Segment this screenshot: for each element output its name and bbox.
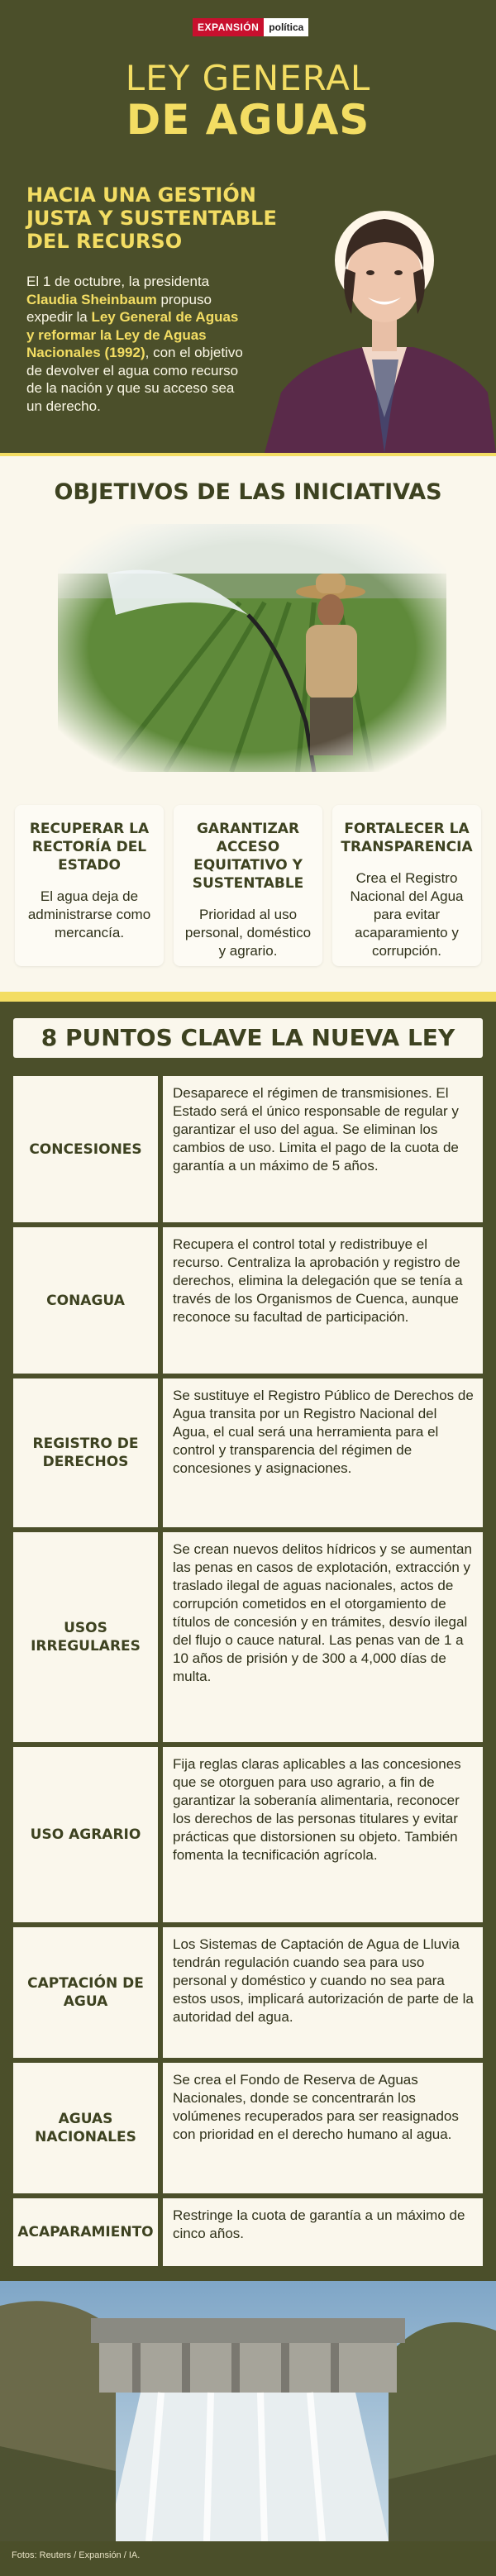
point-row-usos-irregulares <box>13 1532 483 1742</box>
point-row-aguas-nacionales <box>13 2063 483 2193</box>
puntos-title: 8 PUNTOS CLAVE LA NUEVA LEY <box>13 1018 483 1058</box>
intro-text-3: , con el objetivo de devolver el agua como recurso de la nación y que su acceso sea un derecho. <box>26 345 243 414</box>
objective-heading: GARANTIZAR ACCESO EQUITATIVO Y SUSTENTABLE <box>192 821 304 892</box>
intro-paragraph <box>26 273 243 415</box>
puntos-section <box>0 1002 496 2281</box>
objective-card-acceso <box>174 805 322 966</box>
brand-logo[interactable] <box>193 18 308 36</box>
objetivos-section <box>0 453 496 992</box>
intro-heading: HACIA UNA GESTIÓN JUSTA Y SUSTENTABLE DEL RECURSO <box>26 183 277 253</box>
point-row-conagua <box>13 1227 483 1374</box>
intro-text-2: propuso expedir la <box>26 291 212 325</box>
objective-text: El agua deja de administrarse como mercancía. <box>27 888 151 940</box>
brand-name: EXPANSIÓN <box>193 18 264 36</box>
point-label: ACAPARAMIENTO <box>13 2198 158 2266</box>
objective-card-transparencia <box>332 805 481 966</box>
intro-laws: Ley General de Aguas y reformar la Ley de Aguas Nacionales (1992) <box>26 309 239 360</box>
point-row-registro <box>13 1378 483 1527</box>
brand-section: política <box>264 18 308 36</box>
point-text: Se sustituye el Registro Público de Derechos de Agua transita por un Registro Nacional del Agua, el cual será una herramienta para el control y transparencia del régimen de concesiones y asignaciones. <box>163 1378 483 1527</box>
footer <box>0 2541 496 2576</box>
point-text: Los Sistemas de Captación de Agua de Lluvia tendrán regulación cuando sea para uso personal y doméstico y cuando no sea para estos usos, implicará autorización de parte de la autoridad del agua. <box>163 1927 483 2058</box>
objective-card-rectoria <box>15 805 164 966</box>
title-line-2: DE AGUAS <box>126 96 370 144</box>
objective-text: Prioridad al uso personal, doméstico y agrario. <box>184 907 312 959</box>
point-row-acaparamiento <box>13 2198 483 2266</box>
point-text: Restringe la cuota de garantía a un máximo de cinco años. <box>163 2198 483 2266</box>
title-line-1: LEY GENERAL <box>125 58 371 98</box>
objective-text: Crea el Registro Nacional del Agua para evitar acaparamiento y corrupción. <box>350 870 464 959</box>
intro-text-1: El 1 de octubre, la presidenta <box>26 274 210 289</box>
point-text: Se crean nuevos delitos hídricos y se aumentan las penas en casos de explotación, extracción y traslado ilegal de aguas nacionales, actos de corrupción cometidos en el otorgamiento de títulos de concesión y en trámites, desvío ilegal del flujo o cauce natural. Las penas van de 1 a 10 años de prisión y de 300 a 4,000 días de multa. <box>163 1532 483 1742</box>
point-label: AGUAS NACIONALES <box>13 2063 158 2193</box>
point-label: REGISTRO DE DERECHOS <box>13 1378 158 1527</box>
dam-image <box>0 2281 496 2541</box>
point-label: CONCESIONES <box>13 1076 158 1222</box>
photo-credit: Fotos: Reuters / Expansión / IA. <box>12 2550 141 2560</box>
objective-heading: FORTALECER LA TRANSPARENCIA <box>341 821 473 855</box>
point-text: Recupera el control total y redistribuye el recurso. Centraliza la aprobación y registro de derechos, elimina la delegación que se tenía a través de los Organismos de Cuenca, aunque reconoce su facultad de participación. <box>163 1227 483 1374</box>
point-text: Desaparece el régimen de transmisiones. El Estado será el único responsable de regular y garantizar el uso del agua. Se eliminan los cambios de uso. Limita el pago de la cuota de garantía a un máximo de 5 años. <box>163 1076 483 1222</box>
point-row-concesiones <box>13 1076 483 1222</box>
point-row-captacion <box>13 1927 483 2058</box>
point-text: Fija reglas claras aplicables a las concesiones que se otorguen para uso agrario, a fin de garantizar la soberanía alimentaria, reconocer los derechos de las personas titulares y evitar prácticas que distorsionen su objeto. También fomenta la tecnificación agrícola. <box>163 1747 483 1922</box>
point-label: CONAGUA <box>13 1227 158 1374</box>
intro-president-name: Claudia Sheinbaum <box>26 291 157 307</box>
point-label: CAPTACIÓN DE AGUA <box>13 1927 158 2058</box>
president-portrait <box>248 169 496 453</box>
objetivos-title: OBJETIVOS DE LAS INICIATIVAS <box>54 479 442 505</box>
point-label: USO AGRARIO <box>13 1747 158 1922</box>
section-divider <box>0 992 496 1002</box>
objective-heading: RECUPERAR LA RECTORÍA DEL ESTADO <box>29 821 150 874</box>
point-label: USOS IRREGULARES <box>13 1532 158 1742</box>
header <box>0 0 496 453</box>
point-row-uso-agrario <box>13 1747 483 1922</box>
farmer-irrigation-image <box>58 524 446 772</box>
point-text: Se crea el Fondo de Reserva de Aguas Nacionales, donde se concentrarán los volúmenes recuperados para ser reasignados con prioridad en el derecho humano al agua. <box>163 2063 483 2193</box>
